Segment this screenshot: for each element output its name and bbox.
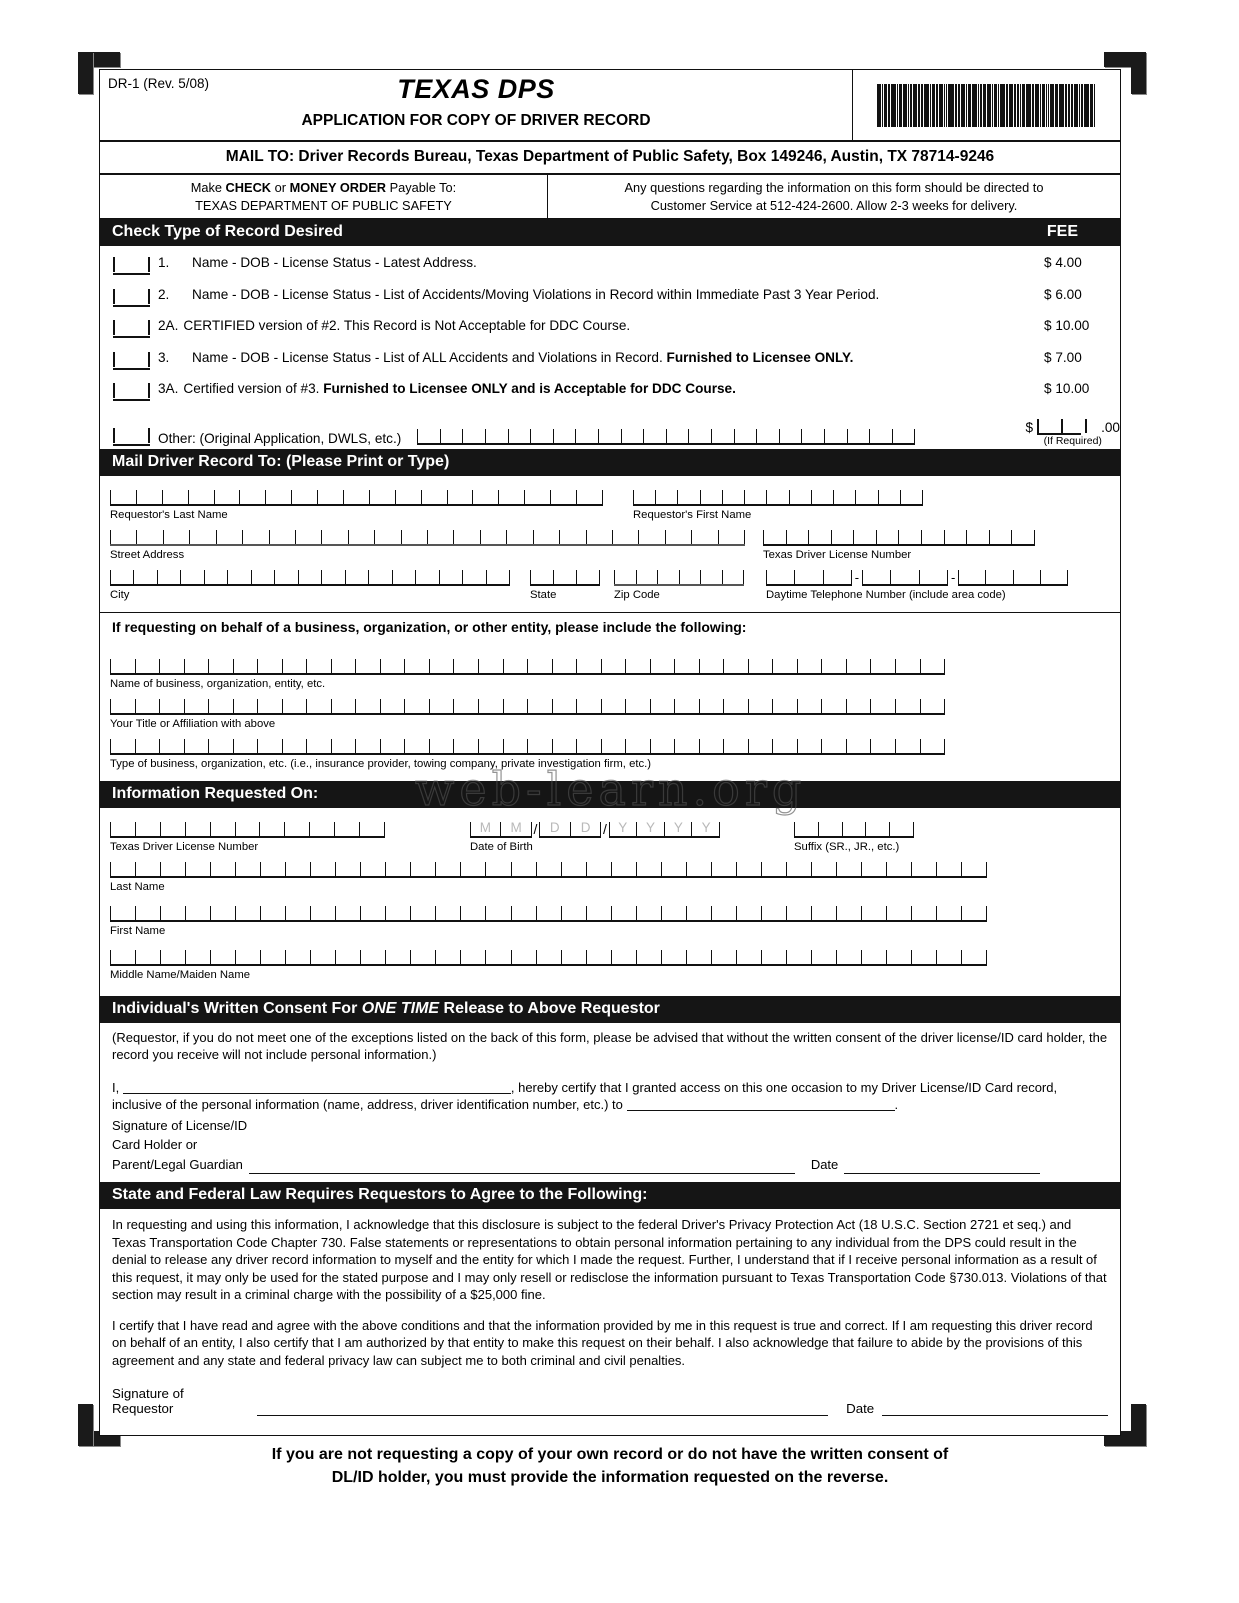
consent-sig-label-3: Parent/Legal Guardian [112,1156,243,1172]
dob-separator: / [533,820,538,837]
field-caption: Type of business, organization, etc. (i.e., insurance provider, towing company, private investigation firm, etc.) [110,757,652,770]
placeholder-dob-month: M M [479,819,522,835]
other-fee-note: (If Required) [1043,434,1102,447]
consent-signature-input[interactable] [249,1160,795,1174]
record-type-number: 3A. [158,381,179,396]
section-title-agreement: State and Federal Law Requires Requestors to Agree to the Following: [112,1186,648,1204]
header-title-area [100,70,852,140]
input-suffix-sr-jr-etc[interactable] [794,818,914,838]
subject-name-row [110,902,1110,940]
business-field-row [110,695,1110,733]
subject-name-row [110,858,1110,896]
subject-identity-row [110,818,1110,856]
section-header-consent [100,996,1120,1023]
consent-paragraph: (Requestor, if you do not meet one of the exceptions listed on the back of this form, please be advised that without the written consent of the driver license/ID card holder, the record you receive will not include personal information.) [112,1029,1108,1062]
record-type-number: 1. [158,255,170,270]
requestor-signature-row [100,1382,1120,1428]
page-title: TEXAS DPS [397,74,555,104]
record-type-list [100,246,1120,449]
checkbox-record-type-1[interactable] [110,257,158,274]
record-type-description: Name - DOB - License Status - List of Accidents/Moving Violations in Record within Immediate Past 3 Year Period. [192,286,880,302]
questions-line1: Any questions regarding the information on this form should be directed to [624,179,1044,195]
placeholder-dob-day: D D [549,819,591,835]
footer-line-2: DL/ID holder, you must provide the information requested on the reverse. [331,1469,889,1487]
input-daytime-telephone[interactable] [766,566,1068,586]
form-header [100,70,1120,142]
business-section-note: If requesting on behalf of a business, organization, or other entity, please include the following: [100,612,1120,639]
field-caption: Texas Driver License Number [763,548,912,561]
record-type-row [100,318,1120,350]
checkbox-record-type-3[interactable] [110,352,158,369]
record-type-description: Name - DOB - License Status - Latest Address. [192,255,477,270]
field-caption: State [530,588,557,601]
consent-i-label: I, [112,1080,120,1096]
record-type-description: CERTIFIED version of #2. This Record is Not Acceptable for DDC Course. [183,318,631,333]
payable-to-line1: Make CHECK or MONEY ORDER Payable To: [190,179,457,195]
phone-hyphen: - [950,569,956,585]
record-type-other-label: Other: (Original Application, DWLS, etc.) [158,430,402,446]
business-field-row [110,655,1110,693]
record-type-description: Name - DOB - License Status - List of ALL Accidents and Violations in Record. Furnished to Licensee ONLY. [192,349,854,365]
record-type-row [100,381,1120,413]
record-type-fee: $ 7.00 [1044,349,1082,365]
input-first-name[interactable] [110,902,987,922]
input-requestor-s-last-name[interactable] [110,486,603,506]
document-id: DR-1 (Rev. 5/08) [108,76,210,91]
placeholder-dob-year: Y Y Y Y [618,819,711,835]
phone-line-number[interactable] [958,566,1068,586]
input-texas-driver-license-number[interactable] [763,526,1035,546]
payable-to-line2: TEXAS DEPARTMENT OF PUBLIC SAFETY [195,197,452,213]
input-date-of-birth[interactable] [470,818,720,838]
page-subtitle: APPLICATION FOR COPY OF DRIVER RECORD [301,112,651,129]
other-fee-currency: $ [1025,419,1034,435]
field-caption: Date of Birth [470,840,533,853]
input-your-title-or-affiliation-with-above[interactable] [110,695,945,715]
input-middle-name-maiden-name[interactable] [110,946,987,966]
subject-name-row [110,946,1110,984]
consent-sig-label-2: Card Holder or [112,1137,198,1153]
barcode-icon [877,84,1096,127]
section-title-record-type: Check Type of Record Desired [112,223,343,240]
requestor-fields [100,476,1120,612]
record-type-number: 2A. [158,318,179,333]
questions-line2: Customer Service at 512-424-2600. Allow 2-3 weeks for delivery. [650,197,1018,213]
section-header-agreement [100,1182,1120,1209]
section-title-consent: Individual's Written Consent For ONE TIME Release to Above Requestor [112,999,660,1017]
field-caption: Name of business, organization, entity, etc. [110,677,326,690]
dob-separator: / [602,820,607,837]
section-title-info-requested: Information Requested On: [112,784,319,802]
dob-month[interactable] [470,818,532,838]
field-caption: Street Address [110,548,185,561]
phone-hyphen: - [854,569,860,585]
input-requestor-s-first-name[interactable] [633,486,923,506]
checkbox-record-type-2[interactable] [110,289,158,306]
questions-cell [547,175,1120,218]
field-caption: Your Title or Affiliation with above [110,717,276,730]
input-other-fee[interactable] [1033,415,1101,435]
section-header-mail-record-to [100,449,1120,476]
record-type-row [100,287,1120,319]
consent-cert-text: , hereby certify that I granted access on this one occasion to my Driver License/ID Card record, inclusive of the personal information (name, address, driver identification number, etc.) to [112,1080,1058,1113]
consent-entity-input[interactable] [627,1097,895,1111]
section-title-mail-record-to: Mail Driver Record To: (Please Print or Type) [112,452,450,470]
consent-date-label: Date [810,1156,839,1172]
requestor-address-row [110,526,1110,564]
record-type-fee: $ 4.00 [1044,255,1082,270]
record-type-number: 2. [158,286,170,302]
form-footer [99,1443,1121,1489]
field-caption: Middle Name/Maiden Name [110,968,251,981]
payable-to-cell [100,175,547,218]
field-caption: Zip Code [614,588,660,601]
requestor-city-row [110,566,1110,604]
consent-sig-row [112,1155,1108,1175]
record-type-fee: $ 10.00 [1044,381,1090,396]
checkbox-record-type-3A[interactable] [110,383,158,400]
barcode-area [852,70,1120,140]
record-type-fee: $ 10.00 [1044,318,1090,333]
agreement-paragraph-1: In requesting and using this information, I acknowledge that this disclosure is subject to the federal Driver's Privacy Protection Act (18 U.S.C. Section 2721 et seq.) and Texas Transportation Code Chapter 730. False statements or representations to obtain personal information pertaining to any individual from the DPS could result in the denial to release any driver record information to myself and the entity for which I made the request. Further, I understand that if I receive personal information as a result of this request, it may only be used for the stated purpose and I may only resell or redisclose the information pursuant to Texas Transportation Code §730.013. Violations of that section may result in a criminal charge with the possibility of a $25,000 fine. [112,1217,1107,1303]
field-caption: Requestor's Last Name [110,508,228,521]
field-caption: Requestor's First Name [633,508,752,521]
field-caption: Last Name [110,880,165,893]
field-caption: Suffix (SR., JR., etc.) [794,840,900,853]
requestor-date-label: Date [846,1401,875,1416]
field-caption: Daytime Telephone Number (include area code) [766,588,1006,601]
consent-sig-label-1: Signature of License/ID [112,1117,248,1133]
section-header-info-requested [100,781,1120,808]
input-other-record-type[interactable] [417,425,915,445]
payment-info-row [100,175,1120,219]
input-city[interactable] [110,566,510,586]
input-type-of-business-organization-etc-i-e-insurance-provider-towing-company-private-investigation-firm-etc[interactable] [110,735,945,755]
checkbox-record-type-other[interactable] [110,428,158,445]
field-caption: City [110,588,130,601]
consent-signature-block [100,1114,1120,1183]
fee-column-label: FEE [1046,223,1078,240]
field-caption: First Name [110,924,166,937]
other-fee-cents: .00 [1101,419,1120,435]
record-type-row-other [100,413,1120,447]
other-fee-group [1026,415,1120,447]
record-type-row [100,350,1120,382]
input-name-of-business-organization-entity-etc[interactable] [110,655,945,675]
field-caption: Texas Driver License Number [110,840,259,853]
record-type-row [100,255,1120,287]
business-field-row [110,735,1110,773]
input-state[interactable] [530,566,600,586]
phone-area-code[interactable] [766,566,852,586]
requestor-sig-label: Signature of Requestor [112,1386,184,1416]
phone-prefix[interactable] [862,566,948,586]
consent-name-input[interactable] [123,1080,511,1094]
record-type-number: 3. [158,349,170,365]
mail-to-address: MAIL TO: Driver Records Bureau, Texas Department of Public Safety, Box 149246, Austin, TX 78714-9246 [100,142,1120,175]
dob-year[interactable] [609,818,720,838]
agreement-body [100,1209,1120,1369]
checkbox-record-type-2A[interactable] [110,320,158,337]
record-type-fee: $ 6.00 [1044,286,1082,302]
input-texas-driver-license-number[interactable] [110,818,385,838]
agreement-paragraph-2: I certify that I have read and agree with the above conditions and that the information provided by me in this request is true and correct. If I am requesting this driver record on behalf of an entity, I also certify that I am authorized by that entity to make this request on their behalf. I also acknowledge that failure to abide by the provisions of this agreement and any state and federal privacy law can subject me to both criminal and civil penalties. [112,1317,1093,1368]
form-sheet [99,69,1121,1436]
dob-day[interactable] [539,818,601,838]
input-last-name[interactable] [110,858,987,878]
footer-line-1: If you are not requesting a copy of your own record or do not have the written consent of [271,1446,949,1463]
requestor-date-input[interactable] [882,1402,1108,1416]
requestor-name-row [110,486,1110,524]
requestor-signature-input[interactable] [257,1402,828,1416]
subject-fields [100,808,1120,996]
record-type-description: Certified version of #3. Furnished to Licensee ONLY and is Acceptable for DDC Course. [183,381,736,396]
consent-date-input[interactable] [844,1160,1040,1174]
business-fields [100,639,1120,781]
consent-certification: I, , hereby certify that I granted access on this one occasion to my Driver License/ID Card record, inclusive of the personal information (name, address, driver identification number, etc.) to . [112,1080,1058,1113]
section-header-record-type [100,219,1120,246]
input-street-address[interactable] [110,526,745,546]
input-zip-code[interactable] [614,566,744,586]
